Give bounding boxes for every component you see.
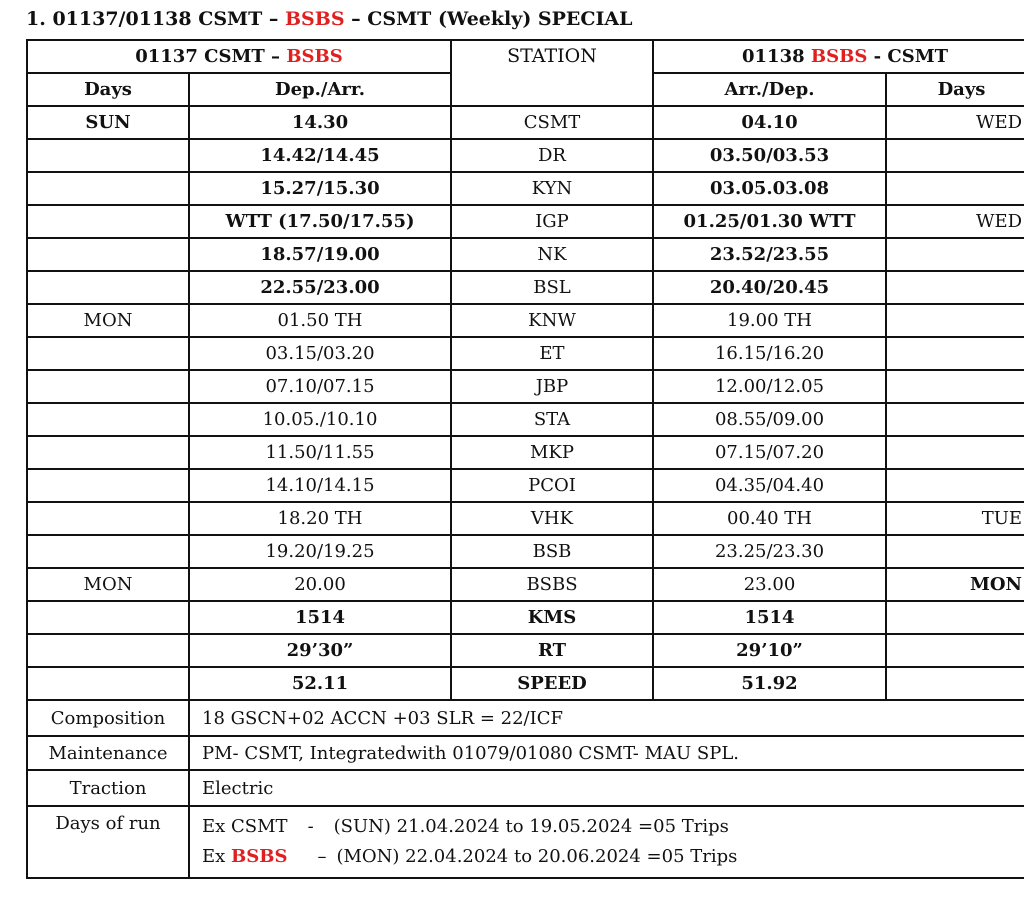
timetable [26,39,1024,879]
days-header-right: Days [886,73,1024,106]
schedule-row [27,271,1024,304]
outbound-day [27,535,189,568]
inbound-time: 00.40 TH [653,502,886,535]
inbound-train-dest: - CSMT [873,46,949,67]
stats-row [27,634,1024,667]
outbound-stat-value: 52.11 [189,667,451,700]
stat-label: KMS [451,601,653,634]
station-code: PCOI [451,469,653,502]
run1-prefix: Ex CSMT [202,816,288,837]
outbound-stat-value: 29’30” [189,634,451,667]
outbound-day [27,139,189,172]
traction-value: Electric [189,770,1024,806]
outbound-time: 07.10/07.15 [189,370,451,403]
station-code: KNW [451,304,653,337]
run2-text: (MON) 22.04.2024 to 20.06.2024 =05 Trips [336,846,738,867]
inbound-time: 23.25/23.30 [653,535,886,568]
inbound-train-number: 01138 [742,46,805,67]
schedule-row [27,436,1024,469]
outbound-day [27,469,189,502]
traction-row [27,770,1024,806]
schedule-row [27,535,1024,568]
station-code: BSBS [451,568,653,601]
schedule-row [27,502,1024,535]
inbound-time: 23.52/23.55 [653,238,886,271]
inbound-stat-value: 29’10” [653,634,886,667]
outbound-day [27,271,189,304]
inbound-time: 03.05.03.08 [653,172,886,205]
station-code: CSMT [451,106,653,139]
heading-route-highlight: BSBS [284,8,345,30]
schedule-row [27,205,1024,238]
arr-dep-header: Arr./Dep. [653,73,886,106]
days-of-run-value [189,806,1024,878]
station-code: BSB [451,535,653,568]
stats-row [27,601,1024,634]
outbound-time: 14.10/14.15 [189,469,451,502]
outbound-day [27,172,189,205]
inbound-day [886,139,1024,172]
outbound-time: 14.42/14.45 [189,139,451,172]
heading-tail: (Weekly) SPECIAL [437,8,633,30]
inbound-time: 04.10 [653,106,886,139]
inbound-day: TUE [886,502,1024,535]
inbound-day [886,172,1024,205]
inbound-stat-value: 1514 [653,601,886,634]
heading-number: 1. 01137/01138 [26,8,192,30]
schedule-row [27,172,1024,205]
inbound-train-origin: BSBS [810,46,868,67]
outbound-stat-value: 1514 [189,601,451,634]
inbound-day [886,469,1024,502]
schedule-row [27,337,1024,370]
traction-label: Traction [27,770,189,806]
schedule-heading [26,8,633,30]
outbound-time: 15.27/15.30 [189,172,451,205]
inbound-day [886,535,1024,568]
schedule-row [27,403,1024,436]
outbound-day: MON [27,568,189,601]
inbound-time: 04.35/04.40 [653,469,886,502]
run2-prefix: Ex [202,846,226,867]
station-code: IGP [451,205,653,238]
inbound-train-header [653,40,1024,73]
inbound-day [886,238,1024,271]
dep-arr-header: Dep./Arr. [189,73,451,106]
inbound-time: 01.25/01.30 WTT [653,205,886,238]
inbound-time: 08.55/09.00 [653,403,886,436]
outbound-time: 03.15/03.20 [189,337,451,370]
outbound-time: 19.20/19.25 [189,535,451,568]
stats-blank-right [886,634,1024,667]
inbound-day: MON [886,568,1024,601]
run1-text: (SUN) 21.04.2024 to 19.05.2024 =05 Trips [333,816,729,837]
inbound-day: WED [886,106,1024,139]
days-header-left: Days [27,73,189,106]
stats-blank-left [27,634,189,667]
station-code: STA [451,403,653,436]
days-of-run-label: Days of run [27,806,189,878]
schedule-row [27,568,1024,601]
outbound-day [27,370,189,403]
run1-dash: - [307,816,314,837]
stat-label: RT [451,634,653,667]
outbound-day [27,205,189,238]
outbound-time: 18.57/19.00 [189,238,451,271]
run2-dash: – [317,846,327,867]
station-code: DR [451,139,653,172]
station-code: BSL [451,271,653,304]
run2-highlight: BSBS [231,846,288,867]
outbound-time: WTT (17.50/17.55) [189,205,451,238]
outbound-day: MON [27,304,189,337]
inbound-time: 23.00 [653,568,886,601]
outbound-day: SUN [27,106,189,139]
stats-blank-left [27,667,189,700]
stats-blank-right [886,601,1024,634]
inbound-stat-value: 51.92 [653,667,886,700]
stats-row [27,667,1024,700]
inbound-day: WED [886,205,1024,238]
maintenance-label: Maintenance [27,736,189,770]
station-code: JBP [451,370,653,403]
inbound-time: 12.00/12.05 [653,370,886,403]
inbound-time: 16.15/16.20 [653,337,886,370]
schedule-row [27,469,1024,502]
maintenance-row [27,736,1024,770]
outbound-train-dest: BSBS [286,46,343,67]
heading-route-post: – CSMT [351,8,432,30]
station-code: NK [451,238,653,271]
inbound-day [886,337,1024,370]
inbound-time: 07.15/07.20 [653,436,886,469]
inbound-time: 19.00 TH [653,304,886,337]
outbound-day [27,436,189,469]
outbound-time: 18.20 TH [189,502,451,535]
composition-value: 18 GSCN+02 ACCN +03 SLR = 22/ICF [189,700,1024,736]
schedule-row [27,238,1024,271]
days-of-run-row [27,806,1024,878]
inbound-time: 20.40/20.45 [653,271,886,304]
outbound-time: 01.50 TH [189,304,451,337]
inbound-day [886,436,1024,469]
outbound-train-label: 01137 CSMT – [135,46,281,67]
outbound-train-header [27,40,451,73]
station-header: STATION [451,40,653,106]
stats-blank-right [886,667,1024,700]
outbound-time: 11.50/11.55 [189,436,451,469]
outbound-day [27,403,189,436]
schedule-row [27,370,1024,403]
station-code: KYN [451,172,653,205]
composition-label: Composition [27,700,189,736]
schedule-row [27,106,1024,139]
outbound-day [27,238,189,271]
stats-blank-left [27,601,189,634]
composition-row [27,700,1024,736]
run-line-2 [202,842,1024,872]
inbound-day [886,304,1024,337]
inbound-day [886,403,1024,436]
outbound-day [27,502,189,535]
outbound-day [27,337,189,370]
stat-label: SPEED [451,667,653,700]
heading-route-pre: CSMT – [198,8,279,30]
outbound-time: 14.30 [189,106,451,139]
station-code: ET [451,337,653,370]
header-row-1 [27,40,1024,73]
schedule-row [27,304,1024,337]
run-line-1 [202,812,1024,842]
schedule-row [27,139,1024,172]
outbound-time: 22.55/23.00 [189,271,451,304]
outbound-time: 20.00 [189,568,451,601]
inbound-time: 03.50/03.53 [653,139,886,172]
outbound-time: 10.05./10.10 [189,403,451,436]
maintenance-value: PM- CSMT, Integratedwith 01079/01080 CSMT- MAU SPL. [189,736,1024,770]
station-code: VHK [451,502,653,535]
inbound-day [886,370,1024,403]
station-code: MKP [451,436,653,469]
inbound-day [886,271,1024,304]
